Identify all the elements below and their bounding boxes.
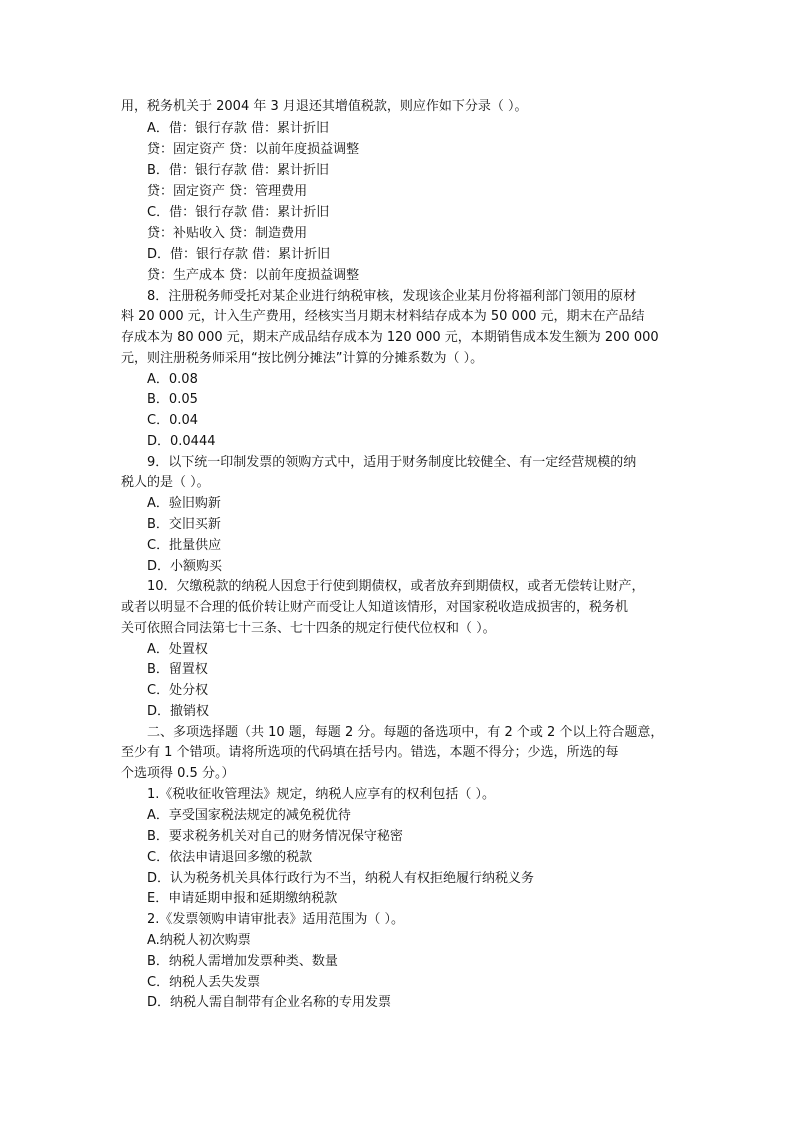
text-line: A．验旧购新: [147, 496, 221, 511]
text-line: C．依法申请退回多缴的税款: [147, 850, 313, 865]
text-line: 元，则注册税务师采用“按比例分摊法”计算的分摊系数为（ ）。: [121, 351, 484, 366]
text-line: D．0.0444: [147, 434, 216, 449]
text-line: 9．以下统一印制发票的领购方式中，适用于财务制度比较健全、有一定经营规模的纳: [147, 455, 637, 470]
text-line: B．留置权: [147, 662, 208, 677]
text-line: 或者以明显不合理的低价转让财产而受让人知道该情形，对国家税收造成损害的，税务机: [121, 600, 629, 615]
text-line: E．申请延期申报和延期缴纳税款: [147, 891, 338, 906]
text-line: 至少有 1 个错项。请将所选项的代码填在括号内。错选，本题不得分；少选，所选的每: [121, 745, 619, 760]
text-line: D．纳税人需自制带有企业名称的专用发票: [147, 995, 392, 1010]
text-line: 贷：补贴收入 贷：制造费用: [147, 226, 308, 241]
text-line: 1.《税收征收管理法》规定，纳税人应享有的权利包括（ ）。: [147, 787, 496, 802]
text-line: C．批量供应: [147, 538, 222, 553]
text-line: 二、多项选择题（共 10 题，每题 2 分。每题的备选项中，有 2 个或 2 个以上符合题意，: [147, 725, 664, 740]
text-line: 存成本为 80 000 元，期末产成品结存成本为 120 000 元，本期销售成本发生额为 200 000: [121, 330, 659, 345]
text-line: D．小额购买: [147, 559, 223, 574]
text-line: A．享受国家税法规定的减免税优待: [147, 808, 351, 823]
text-line: 关可依照合同法第七十三条、七十四条的规定行使代位权和（ ）。: [121, 621, 496, 636]
text-line: C．纳税人丢失发票: [147, 975, 261, 990]
text-line: B．要求税务机关对自己的财务情况保守秘密: [147, 829, 403, 844]
text-line: D．借：银行存款 借：累计折旧: [147, 247, 331, 262]
text-line: 8．注册税务师受托对某企业进行纳税审核，发现该企业某月份将福利部门领用的原材: [147, 289, 637, 304]
text-line: A.纳税人初次购票: [147, 933, 251, 948]
text-line: 贷：固定资产 贷：管理费用: [147, 184, 308, 199]
text-line: B．纳税人需增加发票种类、数量: [147, 954, 338, 969]
text-line: 用，税务机关于 2004 年 3 月退还其增值税款，则应作如下分录（ ）。: [121, 99, 528, 114]
text-line: A．0.08: [147, 372, 198, 387]
text-line: 贷：固定资产 贷：以前年度损益调整: [147, 142, 360, 157]
text-line: C．借：银行存款 借：累计折旧: [147, 205, 330, 220]
text-line: B．0.05: [147, 392, 198, 407]
text-line: D．撤销权: [147, 704, 210, 719]
text-line: B．借：银行存款 借：累计折旧: [147, 163, 330, 178]
text-line: C．0.04: [147, 413, 199, 428]
text-line: D．认为税务机关具体行政行为不当，纳税人有权拒绝履行纳税义务: [147, 871, 535, 886]
text-line: 10．欠缴税款的纳税人因怠于行使到期债权，或者放弃到期债权，或者无偿转让财产，: [147, 579, 645, 594]
text-line: 个选项得 0.5 分。）: [121, 766, 235, 781]
text-line: 料 20 000 元，计入生产费用，经核实当月期末材料结存成本为 50 000 元，期末在产品结: [121, 309, 645, 324]
text-line: B．交旧买新: [147, 517, 221, 532]
text-line: 税人的是（ ）。: [121, 475, 210, 490]
text-line: A．借：银行存款 借：累计折旧: [147, 121, 330, 136]
text-line: 贷：生产成本 贷：以前年度损益调整: [147, 268, 360, 283]
text-line: A．处置权: [147, 642, 208, 657]
text-line: 2.《发票领购申请审批表》适用范围为（ ）。: [147, 912, 405, 927]
text-line: C．处分权: [147, 683, 209, 698]
